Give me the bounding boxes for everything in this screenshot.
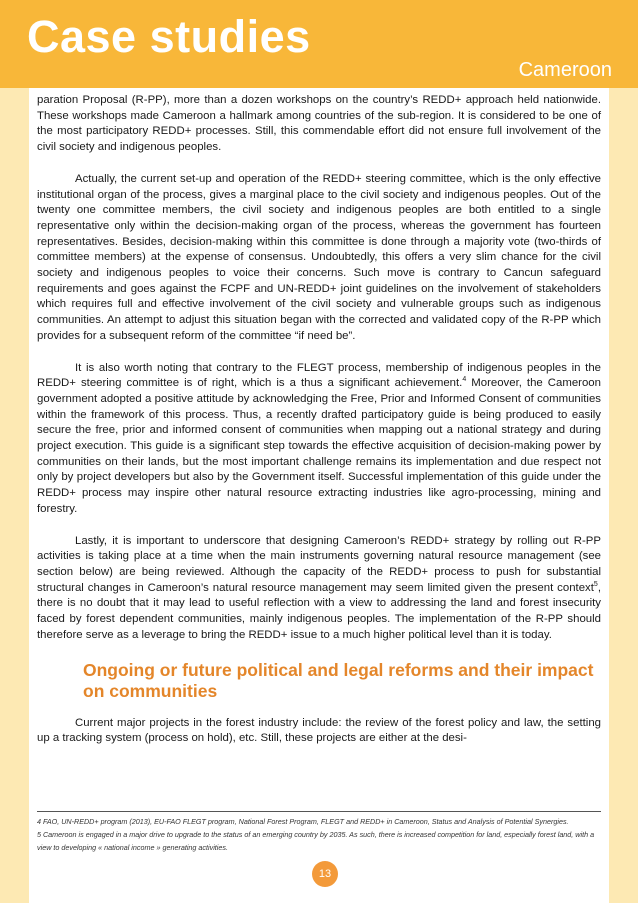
subsection-heading: Ongoing or future political and legal reforms and their impact on communities [83, 659, 594, 701]
paragraph-4-part-a: Lastly, it is important to underscore that designing Cameroon’s REDD+ strategy by rolling out R-PP activities is taking place at a time when the main instruments governing natural resource management (see section below) are being reviewed. Although the capacity of the REDD+ process to push for substantial structural changes in Cameroon’s natural resource management may seem limited given the present context [37, 534, 601, 594]
footnote-4: 4 FAO, UN-REDD+ program (2013), EU-FAO FLEGT program, National Forest Program, FLEGT and REDD+ in Cameroon, Status and Analysis of Potential Synergies. [37, 817, 569, 826]
country-label: Cameroon [518, 59, 612, 81]
paragraph-3-part-b: Moreover, the Cameroon government adopted a positive attitude by acknowledging the Free, Prior and Informed Consent of communities within the framework of this process. Thus, a recently drafted participatory guide is being produced to easily secure the free, prior and informed consent of communities when mapping out a national strategy and during project execution. This guide is a significant step towards the effective acquisition of decision-making power by communities on their lands, but the most important challenge remains its implementation and due respect not only by project developers but also by the Government itself. Successful implementation of this guide under the REDD+ process may inspire other natural resource extracting industries like agro-processing, mining and forestry. [37, 377, 601, 515]
paragraph-3-part-a: It is also worth noting that contrary to the FLEGT process, membership of indigenous peoples in the REDD+ steering committee is of right, which is a thus a significant achievement. [37, 361, 601, 390]
header-banner [0, 0, 638, 88]
paragraph-3 [37, 361, 601, 518]
footnotes [37, 811, 601, 854]
main-text [37, 93, 601, 763]
paragraph-4 [37, 534, 601, 644]
paragraph-4-part-b: , there is no doubt that it may lead to useful reflection with a view to addressing the land and forest insecurity faced by forest dependent communities, mainly indigenous peoples. The implementation of the R-PP should therefore serve as a leverage to bring the REDD+ issue to a much higher political level than it is today. [37, 581, 601, 641]
paragraph-2: Actually, the current set-up and operation of the REDD+ steering committee, which is the only effective institutional organ of the process, gives a marginal place to the civil society and indigenous peoples. Out of the twenty one committee members, the civil society and indigenous peoples are both entitled to a single representative only within the decision-making organ of the process, whereas the government has fourteen representatives. Besides, decision-making within this committee is done through a majority vote (two-thirds of committee members) at the expense of consensus. Undoubtedly, this offers a very slim chance for the civil society and indigenous peoples to voice their concerns. Such move is contrary to Cancun safeguard requirements and goes against the FCPF and UN-REDD+ joint guidelines on the involvement of stakeholders which requires full and effective involvement of the civil society and vulnerable groups such as indigenous communities. An attempt to adjust this situation began with the corrected and validated copy of the R-PP which provides for a subsequent reform of the committee “if need be”. [37, 172, 601, 342]
page-number: 13 [312, 861, 338, 887]
paragraph-5: Current major projects in the forest industry include: the review of the forest policy and law, the setting up a tracking system (process on hold), etc. Still, these projects are either at the desi- [37, 716, 601, 745]
paragraph-1: paration Proposal (R-PP), more than a dozen workshops on the country’s REDD+ approach held nationwide. These workshops made Cameroon a hallmark among countries of the sub-region. It is considered to be one of the most participatory REDD+ processes. Still, this commendable effort did not ensure full involvement of the civil society and indigenous peoples. [37, 94, 601, 154]
section-title: Case studies [27, 11, 311, 62]
footnote-5: 5 Cameroon is engaged in a major drive to upgrade to the status of an emerging country by 2035. As such, there is increased competition for land, especially forest land, with a view to developing « national income » generating activities. [37, 830, 595, 852]
footnote-ref-4[interactable]: 4 [462, 376, 467, 384]
page-body [29, 88, 609, 903]
footnote-ref-5[interactable]: 5 [593, 580, 598, 588]
